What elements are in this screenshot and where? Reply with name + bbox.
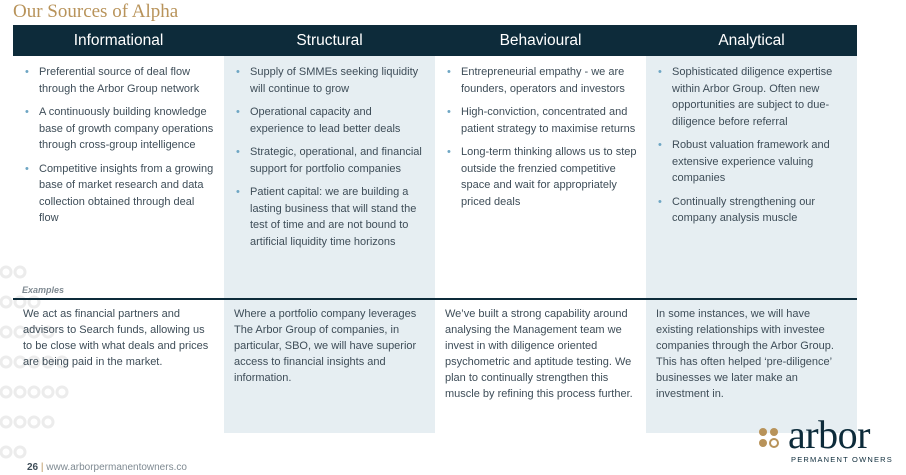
list-item: • Operational capacity and experience to lead better deals <box>236 106 401 135</box>
bullet-list <box>224 56 435 250</box>
list-item: • Strategic, operational, and financial support for portfolio companies <box>236 146 422 175</box>
bullet-icon: • <box>447 66 451 78</box>
column-analytical <box>646 56 857 301</box>
list-item: • Patient capital: we are building a lasting business that will stand the test of time and are not bound to artificial liquidity time horizons <box>236 186 417 248</box>
bullet-list <box>646 56 857 227</box>
bullet-icon: • <box>658 139 662 151</box>
list-item: • Supply of SMMEs seeking liquidity will continue to grow <box>236 66 419 95</box>
list-item: • Entrepreneurial empathy - we are founders, operators and investors <box>447 66 625 95</box>
bullet-icon: • <box>236 106 240 118</box>
list-item: • Continually strengthening our company analysis muscle <box>658 195 816 224</box>
bullet-icon: • <box>236 146 240 158</box>
list-item: • Long-term thinking allows us to step outside the frenzied competitive space and wait for appropriately priced deals <box>447 146 637 208</box>
list-item: • Preferential source of deal flow through the Arbor Group network <box>25 66 200 95</box>
page-footer <box>27 462 187 473</box>
example-informational: We act as financial partners and advisors to Search funds, allowing us to be close with what deals and prices are being paid in the market. <box>23 308 209 368</box>
bullet-icon: • <box>25 162 29 175</box>
column-structural <box>224 56 435 301</box>
header-structural: Structural <box>296 31 363 49</box>
bullet-icon: • <box>447 106 451 118</box>
page-number: 26 <box>27 462 39 473</box>
bullet-icon: • <box>236 186 240 198</box>
arbor-logo <box>758 412 898 467</box>
logo-wordmark: arbor <box>788 412 870 457</box>
example-analytical: In some instances, we will have existing relationships with investee companies through the Arbor Group. This has often helped ‘pre-diligence’ businesses we later make an investment in. <box>646 300 857 433</box>
header-analytical: Analytical <box>718 31 785 49</box>
column-informational <box>13 56 224 301</box>
list-item: • High-conviction, concentrated and patient strategy to maximise returns <box>447 106 636 135</box>
bullet-icon: • <box>25 106 29 118</box>
bullet-icon: • <box>236 66 240 78</box>
column-behavioural <box>435 56 646 301</box>
list-item: • Sophisticated diligence expertise within Arbor Group. Often new opportunities are subject to due-diligence before referral <box>658 66 833 128</box>
bullet-icon: • <box>25 66 29 78</box>
page-title: Our Sources of Alpha <box>13 1 179 22</box>
footer-separator: | <box>40 462 44 473</box>
bullet-icon: • <box>447 146 451 158</box>
header-informational: Informational <box>73 31 164 49</box>
list-item: • Robust valuation framework and extensive experience valuing companies <box>658 139 830 184</box>
columns-header <box>13 25 857 56</box>
arbor-dots-logo-icon <box>758 427 786 449</box>
bullet-icon: • <box>658 195 662 208</box>
example-behavioural: We’ve built a strong capability around analysing the Management team we invest in with diligence oriented psychometric and aptitude testing. We plan to continually strengthen this muscle by refining this process further. <box>445 308 633 400</box>
footer-url: www.arborpermanentowners.co <box>46 462 187 473</box>
examples-label: Examples <box>22 285 65 295</box>
example-structural: Where a portfolio company leverages The Arbor Group of companies, in particular, SBO, we will have superior access to financial insights and information. <box>224 300 435 433</box>
bullet-list <box>435 56 646 210</box>
header-behavioural: Behavioural <box>499 31 582 49</box>
bullet-icon: • <box>658 66 662 78</box>
logo-tagline: PERMANENT OWNERS <box>791 455 893 464</box>
list-item: • A continuously building knowledge base of growth company operations through cross-group intelligence <box>25 106 214 151</box>
list-item: • Competitive insights from a growing base of market research and data collection obtained through deal flow <box>25 162 214 224</box>
bullet-list <box>13 56 224 227</box>
